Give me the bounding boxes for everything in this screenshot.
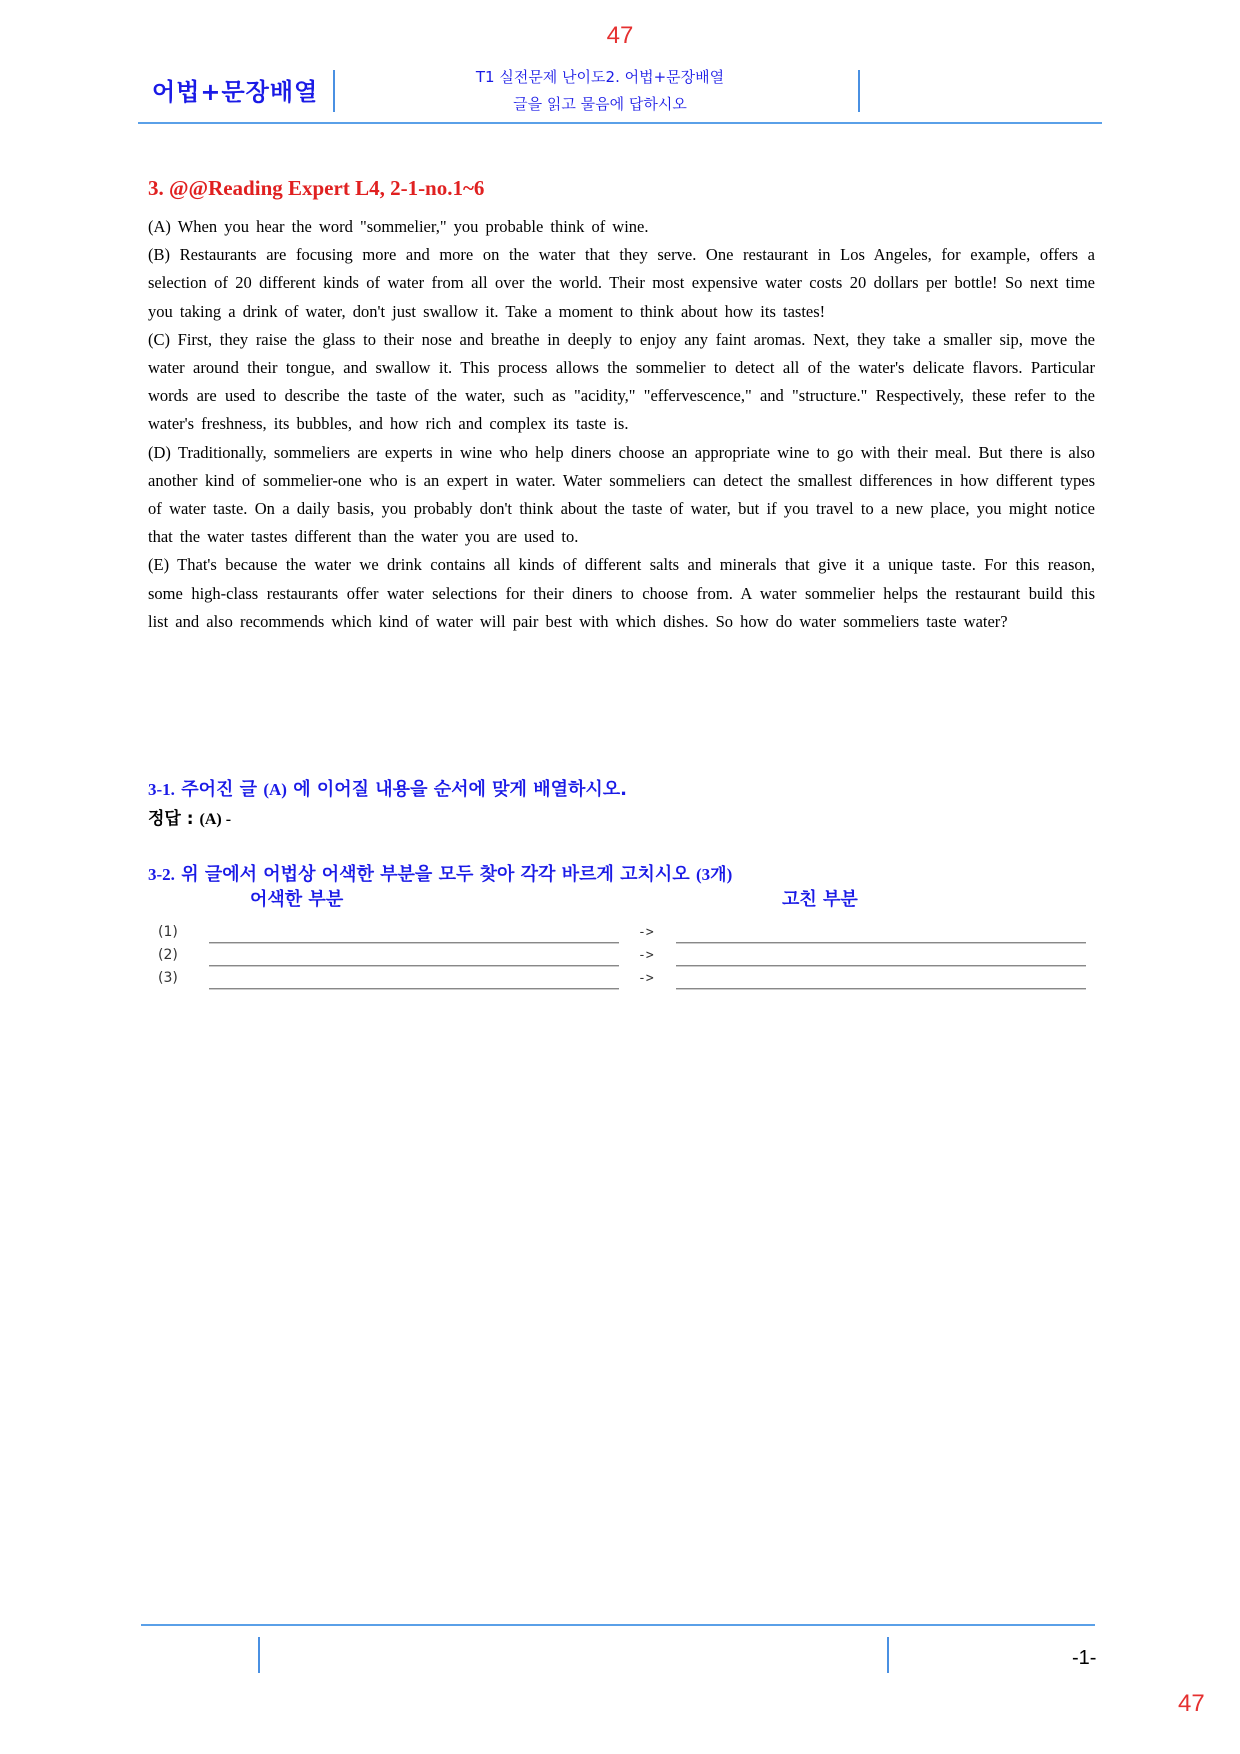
paragraph-c: (C) First, they raise the glass to their nose and breathe in deeply to enjoy any faint aromas. Next, they take a smaller sip, move the water around their tongue, and swallow it. This process allows the sommelier to detect all of the water's delicate flavors. Particular words are used to describe the taste of the water, such as "acidity," "effervescence," and "structure." Respectively, these refer to the water's freshness, its bubbles, and how rich and complex its taste is.: [148, 329, 1095, 434]
header-line-1: T1 실전문제 난이도2. 어법+문장배열: [475, 68, 725, 86]
row-label-3: (3): [158, 970, 178, 986]
question-2-title: [148, 860, 732, 886]
wrong-part-blank-1[interactable]: [209, 942, 619, 944]
fixed-part-blank-3[interactable]: [676, 988, 1086, 990]
question-1-text-b: 에 이어질 내용을 순서에 맞게 배열하시오.: [293, 779, 627, 800]
row-label-2: (2): [158, 947, 178, 963]
header-title: 어법+문장배열: [152, 78, 319, 106]
answer-value: (A) -: [199, 811, 232, 828]
paragraph-d: (D) Traditionally, sommeliers are experts in wine who help diners choose an appropriate wine to go with their meal. But there is also another kind of sommelier-one who is an expert in water. Water sommeliers can detect the smallest differences in how different types of water taste. On a daily basis, you probably don't think about the taste of water, but if you travel to a new place, you might notice that the water tastes different than the water you are used to.: [148, 442, 1095, 547]
wrong-part-blank-3[interactable]: [209, 988, 619, 990]
header-line-2: 글을 읽고 물음에 답하시오: [513, 95, 687, 113]
paragraph-e: (E) That's because the water we drink contains all kinds of different salts and minerals that give it a unique taste. For this reason, some high-class restaurants offer water selections for their diners to choose from. A water sommelier helps the restaurant build this list and also recommends which kind of water will pair best with which dishes. So how do water sommeliers taste water?: [148, 555, 1095, 631]
fixed-part-blank-1[interactable]: [676, 942, 1086, 944]
wrong-part-blank-2[interactable]: [209, 965, 619, 967]
arrow-1: ->: [638, 925, 654, 940]
header-center: [340, 64, 860, 118]
question-1-paren: (A): [263, 780, 287, 799]
footer-divider-left: [258, 1637, 260, 1673]
question-2-number: 3-2.: [148, 865, 175, 884]
question-1-text-a: 주어진 글: [181, 779, 258, 800]
fixed-part-blank-2[interactable]: [676, 965, 1086, 967]
header-rule: [138, 122, 1102, 124]
reading-passage: [148, 213, 1095, 636]
question-2-text: 위 글에서 어법상 어색한 부분을 모두 찾아 각각 바르게 고치시오: [181, 864, 690, 885]
top-page-number: 47: [606, 22, 634, 49]
bottom-page-number: 47: [1178, 1690, 1205, 1717]
column-head-wrong: 어색한 부분: [250, 889, 344, 910]
header-divider-right: [858, 70, 860, 112]
paragraph-b: (B) Restaurants are focusing more and more on the water that they serve. One restaurant in Los Angeles, for example, offers a selection of 20 different kinds of water from all over the world. Their most expensive water costs 20 dollars per bottle! So next time you taking a drink of water, don't just swallow it. Take a moment to think about how its tastes!: [148, 245, 1095, 321]
arrow-3: ->: [638, 971, 654, 986]
section-title: 3. @@Reading Expert L4, 2-1-no.1~6: [148, 176, 485, 200]
footer-page-number: -1-: [1072, 1647, 1097, 1669]
answer-label: 정답 :: [148, 809, 194, 829]
arrow-2: ->: [638, 948, 654, 963]
footer-divider-right: [887, 1637, 889, 1673]
header-divider-left: [333, 70, 335, 112]
question-1-number: 3-1.: [148, 780, 175, 799]
question-1-title: [148, 775, 627, 801]
column-head-fixed: 고친 부분: [782, 889, 858, 910]
row-label-1: (1): [158, 924, 178, 940]
paragraph-a: (A) When you hear the word "sommelier," you probable think of wine.: [148, 217, 649, 236]
footer-rule: [141, 1624, 1095, 1626]
answer-line: [148, 804, 231, 829]
question-2-count: (3개): [695, 865, 733, 884]
